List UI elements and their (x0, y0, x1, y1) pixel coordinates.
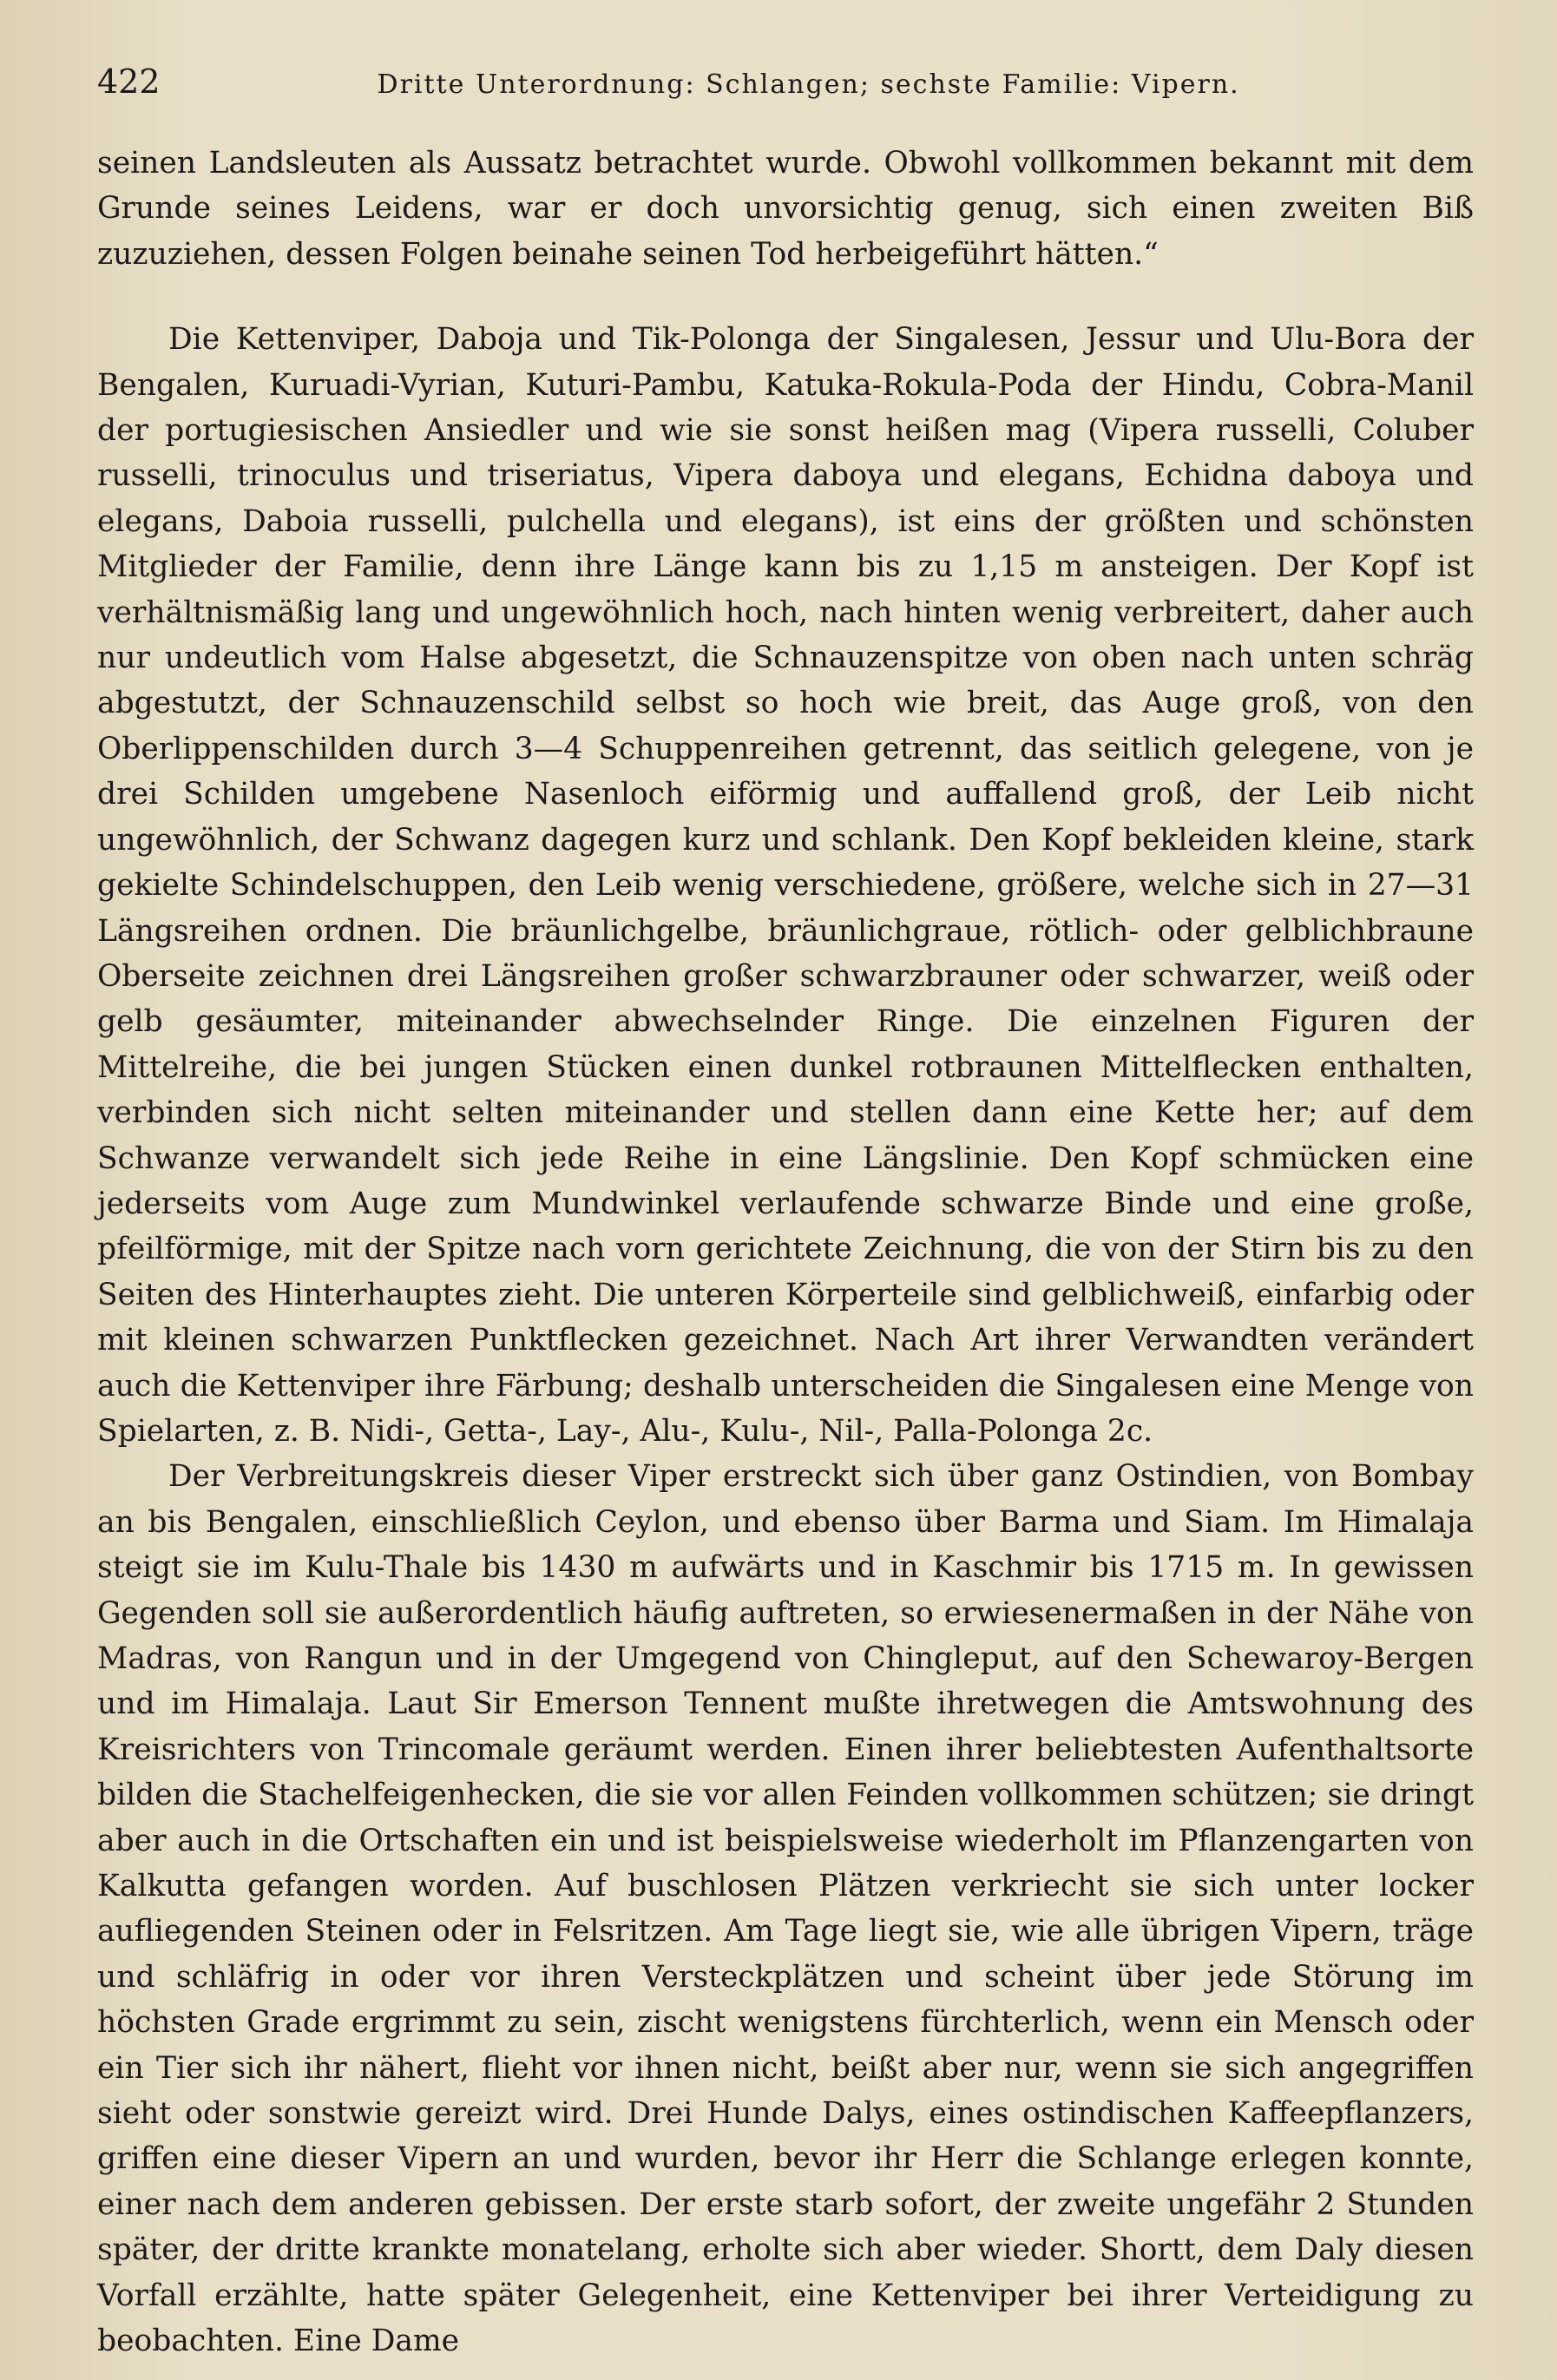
running-head-title: Dritte Unterordnung: Schlangen; sechste Familie: Vipern. (377, 69, 1240, 100)
paragraph-kettenviper-description: Die Kettenviper, Daboja und Tik-Polonga der Singalesen, Jessur und Ulu-Bora der Bengalen, Kuruadi-Vyrian, Kuturi-Pambu, Katuka-Rokula-Poda der Hindu, Cobra-Manil der portugiesischen Ansiedler und wie sie sonst heißen mag (Vipera russelli, Coluber russelli, trinoculus und triseriatus, Vipera daboya und elegans, Echidna daboya und elegans, Daboia russelli, pulchella und elegans), ist eins der größten und schönsten Mitglieder der Familie, denn ihre Länge kann bis zu 1,15 m ansteigen. Der Kopf ist verhältnismäßig lang und ungewöhnlich hoch, nach hinten wenig verbreitert, daher auch nur undeutlich vom Halse abgesetzt, die Schnauzenspitze von oben nach unten schräg abgestutzt, der Schnauzenschild selbst so hoch wie breit, das Auge groß, von den Oberlippenschilden durch 3—4 Schuppenreihen getrennt, das seitlich gelegene, von je drei Schilden umgebene Nasenloch eiförmig und auffallend groß, der Leib nicht ungewöhnlich, der Schwanz dagegen kurz und schlank. Den Kopf bekleiden kleine, stark gekielte Schindelschuppen, den Leib wenig verschiedene, größere, welche sich in 27—31 Längsreihen ordnen. Die bräunlichgelbe, bräunlichgraue, rötlich- oder gelblichbraune Oberseite zeichnen drei Längsreihen großer schwarzbrauner oder schwarzer, weiß oder gelb gesäumter, miteinander abwechselnder Ringe. Die einzelnen Figuren der Mittelreihe, die bei jungen Stücken einen dunkel rotbraunen Mittelflecken enthalten, verbinden sich nicht selten miteinander und stellen dann eine Kette her; auf dem Schwanze verwandelt sich jede Reihe in eine Längslinie. Den Kopf schmücken eine jederseits vom Auge zum Mundwinkel verlaufende schwarze Binde und eine große, pfeilförmige, mit der Spitze nach vorn gerichtete Zeichnung, die von der Stirn bis zu den Seiten des Hinterhauptes zieht. Die unteren Körperteile sind gelblichweiß, einfarbig oder mit kleinen schwarzen Punktflecken gezeichnet. Nach Art ihrer Verwandten verändert auch die Kettenviper ihre Färbung; deshalb unterscheiden die Singalesen eine Menge von Spielarten, z. B. Nidi-, Getta-, Lay-, Alu-, Kulu-, Nil-, Palla-Polonga 2c. (97, 322, 1474, 1449)
paragraph-continuation: seinen Landsleuten als Aussatz betrachtet wurde. Obwohl vollkommen bekannt mit dem Grunde seines Leidens, war er doch unvorsichtig genug, sich einen zweiten Biß zuzuziehen, dessen Folgen beinahe seinen Tod herbeigeführt hätten.“ (97, 146, 1474, 272)
paragraph-distribution: Der Verbreitungskreis dieser Viper erstreckt sich über ganz Ostindien, von Bombay an bis Bengalen, einschließlich Ceylon, und ebenso über Barma und Siam. Im Himalaja steigt sie im Kulu-Thale bis 1430 m aufwärts und in Kaschmir bis 1715 m. In gewissen Gegenden soll sie außerordentlich häufig auftreten, so erwiesenermaßen in der Nähe von Madras, von Rangun und in der Umgegend von Chingleput, auf den Schewaroy-Bergen und im Himalaja. Laut Sir Emerson Tennent mußte ihretwegen die Amtswohnung des Kreisrichters von Trincomale geräumt werden. Einen ihrer beliebtesten Aufenthaltsorte bilden die Stachelfeigenhecken, die sie vor allen Feinden vollkommen schützen; sie dringt aber auch in die Ortschaften ein und ist beispielsweise wiederholt im Pflanzengarten von Kalkutta gefangen worden. Auf buschlosen Plätzen verkriecht sie sich unter locker aufliegenden Steinen oder in Felsritzen. Am Tage liegt sie, wie alle übrigen Vipern, träge und schläfrig in oder vor ihren Versteckplätzen und scheint über jede Störung im höchsten Grade ergrimmt zu sein, zischt wenigstens fürchterlich, wenn ein Mensch oder ein Tier sich ihr nähert, flieht vor ihnen nicht, beißt aber nur, wenn sie sich angegriffen sieht oder sonstwie gereizt wird. Drei Hunde Dalys, eines ostindischen Kaffeepflanzers, griffen eine dieser Vipern an und wurden, bevor ihr Herr die Schlange erlegen konnte, einer nach dem anderen gebissen. Der erste starb sofort, der zweite ungefähr 2 Stunden später, der dritte krankte monatelang, erholte sich aber wieder. Shortt, dem Daly diesen Vorfall erzählte, hatte später Gelegenheit, eine Kettenviper bei ihrer Verteidigung zu beobachten. Eine Dame (97, 1459, 1474, 2359)
running-head (97, 62, 1474, 141)
page-number: 422 (97, 62, 161, 101)
body-text (97, 141, 1474, 2364)
